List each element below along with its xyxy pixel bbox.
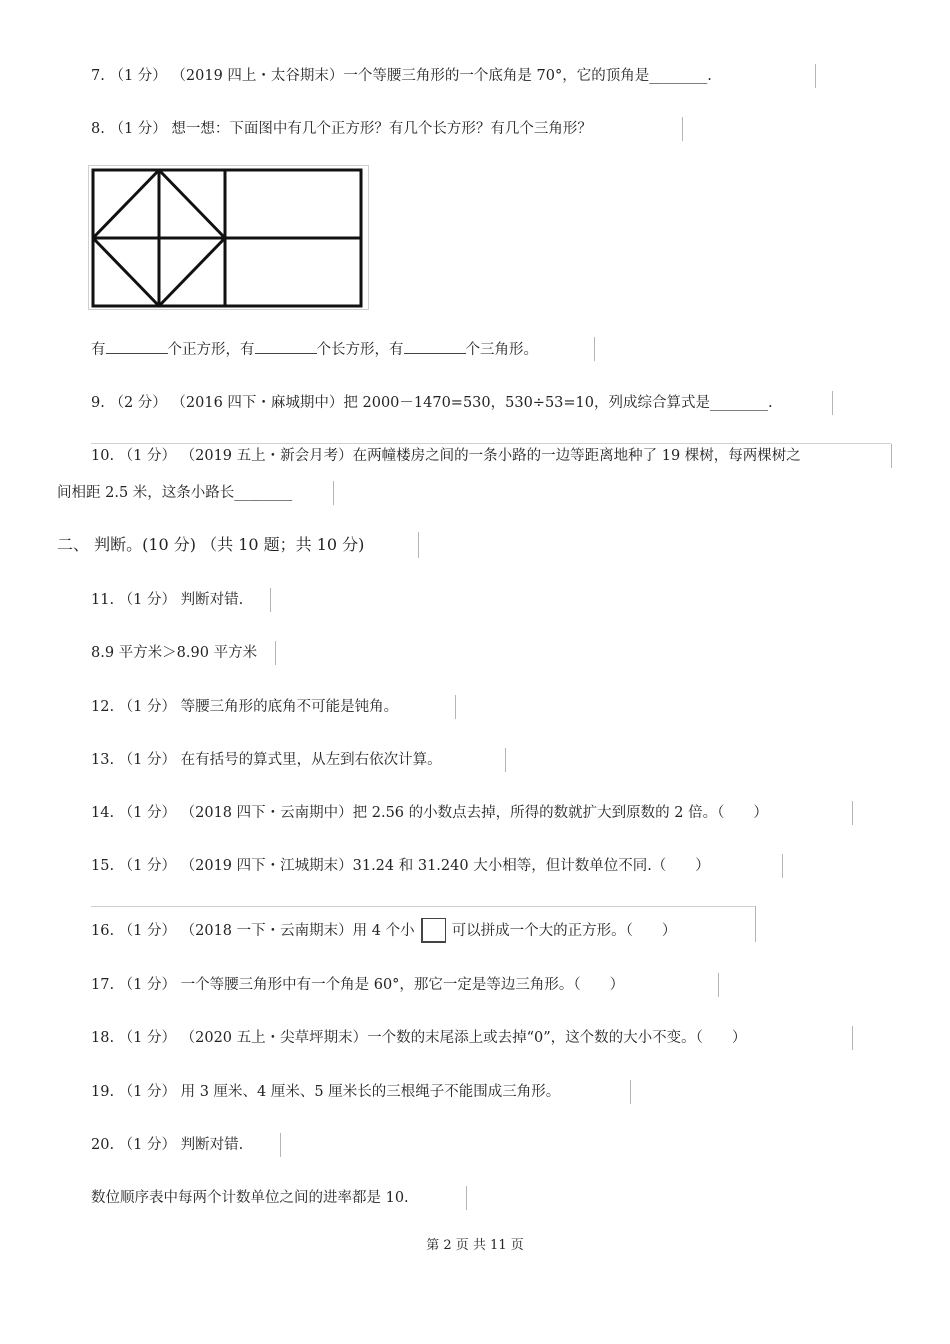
answer-blank-squares[interactable] <box>106 339 168 354</box>
question-16-edge <box>755 906 756 942</box>
question-12-edge <box>455 695 456 719</box>
question-18-edge <box>852 1026 853 1050</box>
question-17: 17. （1 分） 一个等腰三角形中有一个角是 60°，那它一定是等边三角形。（ ） <box>91 977 625 993</box>
question-15: 15. （1 分） （2019 四下・江城期末）31.24 和 31.240 大小相等，但计数单位不同.（ ） <box>91 858 710 874</box>
question-10-line-1: 10. （1 分） （2019 五上・新会月考）在两幢楼房之间的一条小路的一边等距离地种了 19 棵树，每两棵树之 <box>91 448 801 464</box>
answer-text-3: 个长方形，有 <box>316 342 404 358</box>
answer-blank-rectangles[interactable] <box>255 339 317 354</box>
question-14: 14. （1 分） （2018 四下・云南期中）把 2.56 的小数点去掉，所得的数就扩大到原数的 2 倍。（ ） <box>91 805 768 821</box>
question-10-top-rule <box>91 443 891 444</box>
question-8: 8. （1 分） 想一想：下面图中有几个正方形？有几个长方形？有几个三角形？ <box>91 121 592 137</box>
question-16-text-post: 可以拼成一个大的正方形。（ ） <box>451 923 677 939</box>
question-19-edge <box>630 1080 631 1104</box>
question-16 <box>91 918 676 943</box>
question-15-edge <box>782 854 783 878</box>
section-2-title: 二、 判断。(10 分) （共 10 题；共 10 分) <box>57 535 365 554</box>
answer-blank-triangles[interactable] <box>404 339 466 354</box>
question-20-statement-edge <box>466 1186 467 1210</box>
question-9-edge <box>832 391 833 415</box>
section-2-title-edge <box>418 532 419 558</box>
question-12: 12. （1 分） 等腰三角形的底角不可能是钝角。 <box>91 699 399 715</box>
question-19: 19. （1 分） 用 3 厘米、4 厘米、5 厘米长的三根绳子不能围成三角形。 <box>91 1084 561 1100</box>
question-17-edge <box>718 973 719 997</box>
question-16-top-rule <box>91 906 755 907</box>
question-7: 7. （1 分） （2019 四上・太谷期末）一个等腰三角形的一个底角是 70°，它的顶角是________. <box>91 68 712 84</box>
question-20: 20. （1 分） 判断对错. <box>91 1137 244 1153</box>
small-square-icon <box>421 918 446 943</box>
question-8-answer-edge <box>594 337 595 361</box>
question-20-statement: 数位顺序表中每两个计数单位之间的进率都是 10. <box>91 1190 409 1206</box>
question-14-edge <box>852 801 853 825</box>
question-20-edge <box>280 1133 281 1157</box>
question-8-answer <box>91 339 538 360</box>
question-11-statement-edge <box>275 641 276 665</box>
question-13-edge <box>505 748 506 772</box>
question-18: 18. （1 分） （2020 五上・尖草坪期末）一个数的末尾添上或去掉“0”，这个数的大小不变。（ ） <box>91 1030 747 1046</box>
question-7-edge <box>815 64 816 88</box>
question-10-line-2-edge <box>333 481 334 505</box>
question-8-edge <box>682 117 683 141</box>
answer-text-1: 有 <box>91 342 106 358</box>
question-10-edge <box>891 444 892 468</box>
question-16-text-pre: 16. （1 分） （2018 一下・云南期末）用 4 个小 <box>91 923 415 939</box>
question-11-statement: 8.9 平方米＞8.90 平方米 <box>91 645 258 661</box>
page-footer: 第 2 页 共 11 页 <box>426 1238 524 1253</box>
answer-text-4: 个三角形。 <box>465 342 538 358</box>
question-11-edge <box>270 588 271 612</box>
question-13: 13. （1 分） 在有括号的算式里，从左到右依次计算。 <box>91 752 442 768</box>
question-10-line-2: 间相距 2.5 米，这条小路长________ <box>57 485 293 501</box>
shapes-figure <box>88 165 370 311</box>
answer-text-2: 个正方形，有 <box>167 342 255 358</box>
question-9: 9. （2 分） （2016 四下・麻城期中）把 2000－1470=530，530÷53=10，列成综合算式是________. <box>91 395 773 411</box>
question-11: 11. （1 分） 判断对错. <box>91 592 244 608</box>
